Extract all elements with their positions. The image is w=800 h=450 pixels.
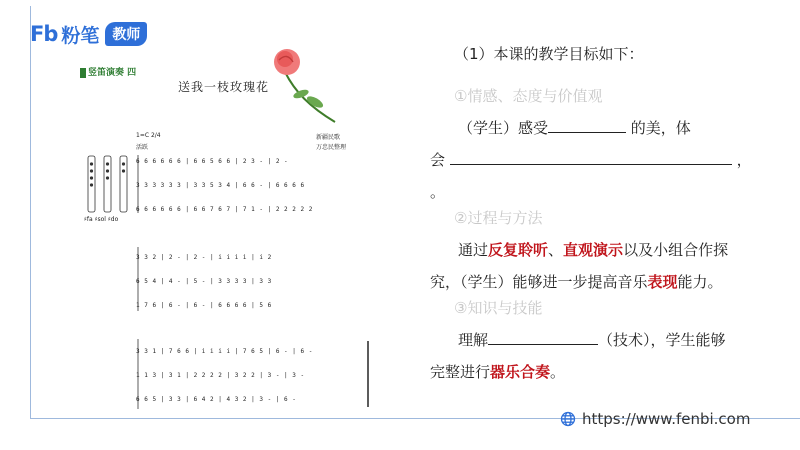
goal2-line2: 究，（学生）能够进一步提高音乐表现能力。 xyxy=(430,273,723,291)
recorder-fingering-icon xyxy=(84,154,132,216)
score-arranger: 万忠民整理 xyxy=(316,144,347,151)
score-row: 1 1 3 | 3 1 | 2 2 2 2 | 3 2 2 | 3 - | 3 - xyxy=(136,372,305,379)
goal1-line3: 。 xyxy=(430,183,446,201)
score-row: 1 7 6 | 6 - | 6 - | 6 6 6 6 | 5 6 xyxy=(136,302,272,309)
blank-field xyxy=(450,148,732,165)
goal2-label: ②过程与方法 xyxy=(454,209,543,227)
score-row: 6 6 6 6 6 6 | 6 6 5 6 6 | 2 3 - | 2 - xyxy=(136,158,289,165)
score-title: 送我一枝玫瑰花 xyxy=(178,80,270,94)
brand-name: 粉笔 xyxy=(61,24,100,47)
score-row: 6 6 6 6 6 6 | 6 6 7 6 7 | 7 1 - | 2 2 2 2 2 xyxy=(136,206,313,213)
goal1-line1: （学生）感受 的美，体 xyxy=(458,112,691,144)
brand-logo xyxy=(30,20,147,48)
globe-icon xyxy=(560,411,576,427)
score-origin: 新疆民歌 xyxy=(316,134,341,141)
score-row: 6 6 5 | 3 3 | 6 4 2 | 4 3 2 | 3 - | 6 - xyxy=(136,396,297,403)
score-row: 3 3 2 | 2 - | 2 - | i i i i | i 2 xyxy=(136,254,272,261)
footer-url-text: https://www.fenbi.com xyxy=(582,410,751,428)
goal3-line1: 理解 （技术），学生能够 xyxy=(458,324,726,356)
score-tag: 竖笛演奏 四 xyxy=(80,65,136,78)
score-row: 6 5 4 | 4 - | 5 - | 3 3 3 3 | 3 3 xyxy=(136,278,272,285)
goals-heading: （1）本课的教学目标如下： xyxy=(454,45,644,63)
score-row: 3 3 3 3 3 3 | 3 3 5 3 4 | 6 6 - | 6 6 6 6 xyxy=(136,182,305,189)
score-key: 1=C 2/4 xyxy=(136,132,161,139)
goal2-line1: 通过反复聆听、直观演示以及小组合作探 xyxy=(458,241,729,259)
goal1-line2: 会 ， xyxy=(430,144,752,176)
fingering-labels: ♯fa ♯sol ♯do xyxy=(84,216,119,223)
goal3-line2: 完整进行器乐合奏。 xyxy=(430,363,566,381)
score-row: 3 3 1 | 7 6 6 | i i i i | 7 6 5 | 6 - | 6 - xyxy=(136,348,313,355)
blank-field xyxy=(488,328,598,345)
score-tempo: 活跃 xyxy=(136,144,149,151)
rose-illustration xyxy=(265,42,345,124)
goal3-label: ③知识与技能 xyxy=(454,299,543,317)
blank-field xyxy=(548,116,626,133)
goal1-label: ①情感、态度与价值观 xyxy=(454,87,603,105)
staff-brackets xyxy=(136,151,370,421)
brand-badge: 教师 xyxy=(105,22,147,46)
brand-logo-mark: Fb xyxy=(30,22,58,46)
footer-url[interactable] xyxy=(560,410,750,428)
